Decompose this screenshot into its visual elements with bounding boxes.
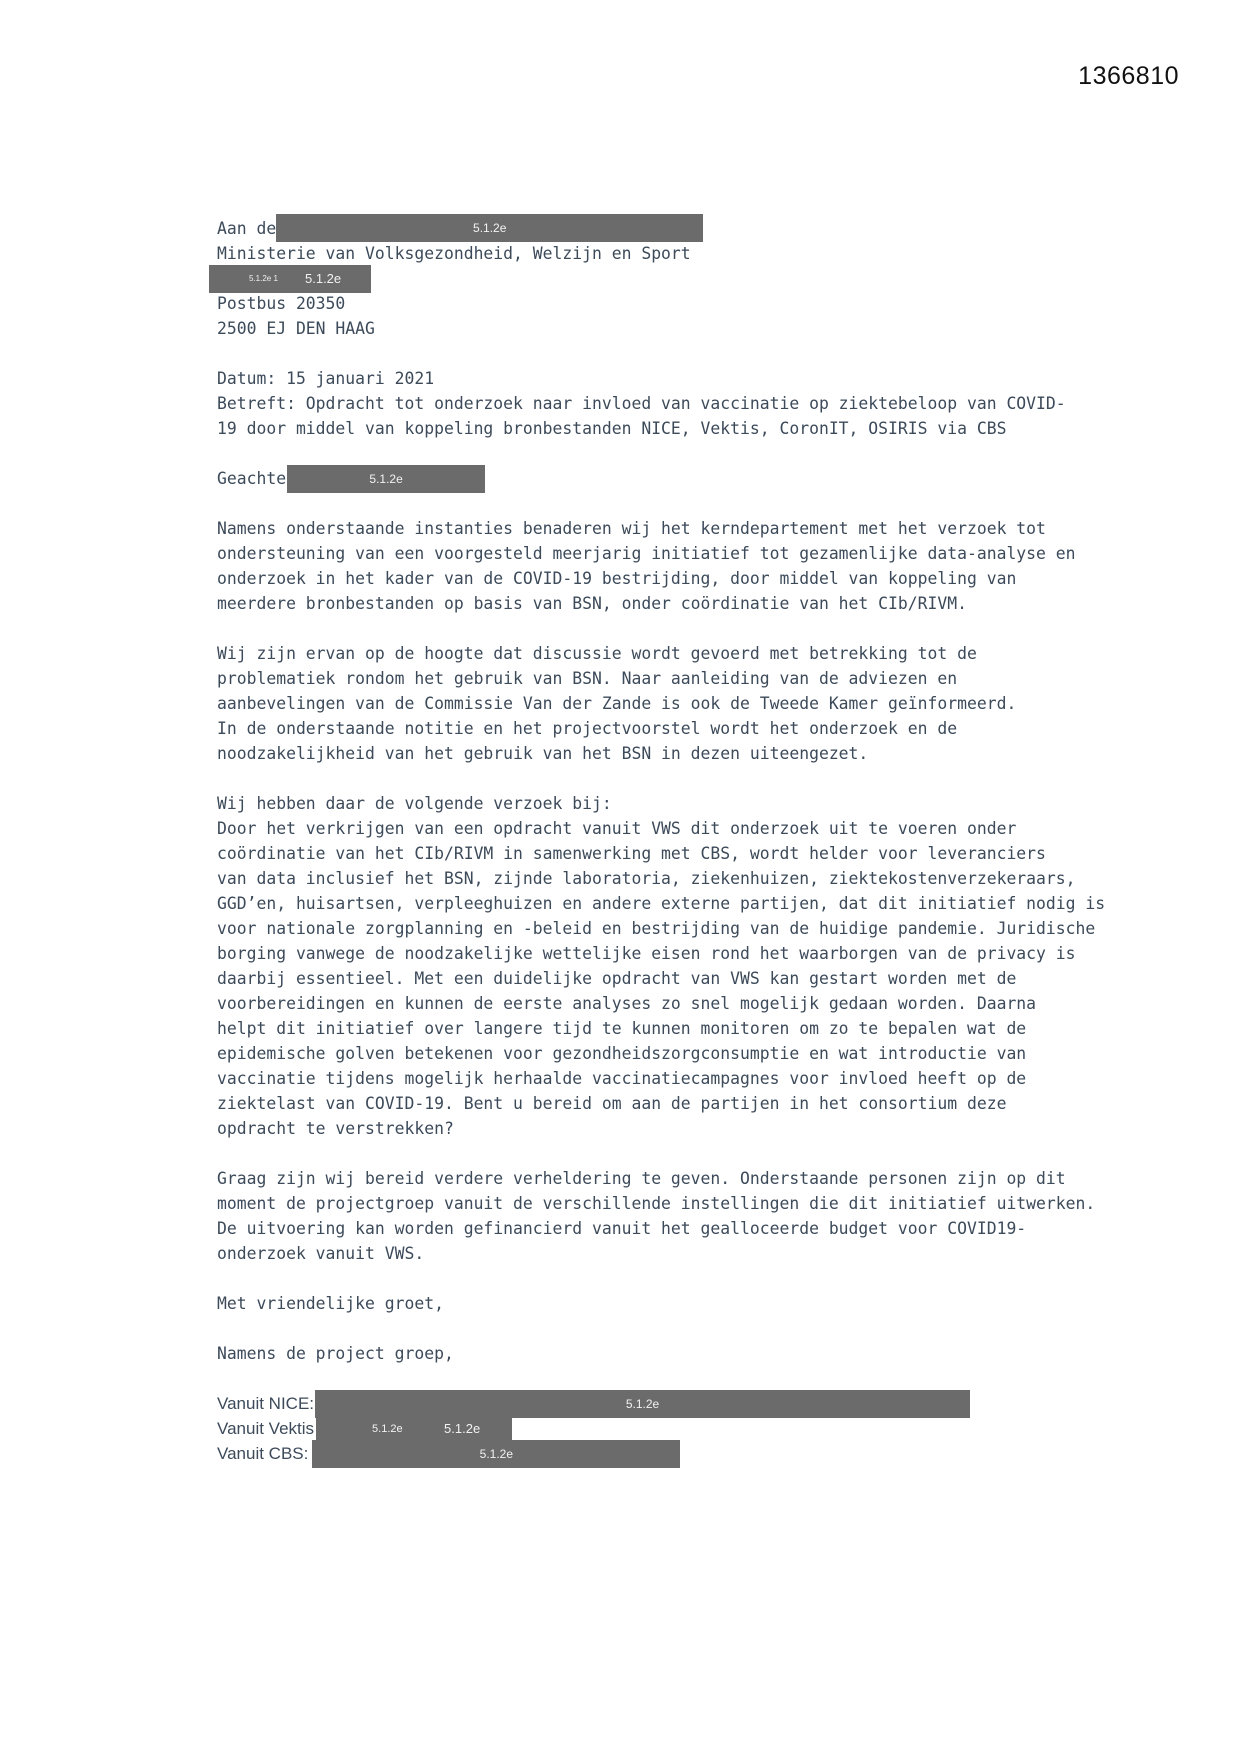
- paragraph-line: Door het verkrijgen van een opdracht vanuit VWS dit onderzoek uit te voeren onder: [217, 819, 1017, 838]
- paragraph-line: problematiek rondom het gebruik van BSN. Naar aanleiding van de adviezen en: [217, 669, 958, 688]
- meta-block: [217, 366, 1066, 441]
- signatories: [217, 1391, 1047, 1466]
- paragraph-line: Wij hebben daar de volgende verzoek bij:: [217, 794, 612, 813]
- address-ministry: Ministerie van Volksgezondheid, Welzijn en Sport: [217, 244, 691, 263]
- redaction-salutation: 5.1.2e: [287, 465, 485, 493]
- redaction-cbs: 5.1.2e: [312, 1440, 680, 1468]
- paragraph-4: [217, 1166, 1096, 1266]
- paragraph-line: epidemische golven betekenen voor gezondheidszorgconsumptie en wat introductie van: [217, 1044, 1027, 1063]
- meta-betreft-line-1: Betreft: Opdracht tot onderzoek naar invloed van vaccinatie op ziektebeloop van COVID-: [217, 394, 1066, 413]
- paragraph-line: Namens onderstaande instanties benaderen wij het kerndepartement met het verzoek tot: [217, 519, 1046, 538]
- paragraph-1: [217, 516, 1076, 616]
- closing-greeting: Met vriendelijke groet,: [217, 1294, 444, 1313]
- paragraph-line: noodzakelijkheid van het gebruik van het BSN in dezen uiteengezet.: [217, 744, 869, 763]
- paragraph-line: van data inclusief het BSN, zijnde laboratoria, ziekenhuizen, ziektekostenverzekeraars,: [217, 869, 1076, 888]
- closing-greeting-block: [217, 1291, 1047, 1316]
- redaction-vektis-label-a: 5.1.2e: [372, 1422, 403, 1435]
- document-number: 1366810: [1078, 62, 1179, 90]
- paragraph-line: In de onderstaande notitie en het projectvoorstel wordt het onderzoek en de: [217, 719, 958, 738]
- paragraph-line: aanbevelingen van de Commissie Van der Zande is ook de Tweede Kamer geïnformeerd.: [217, 694, 1017, 713]
- salutation-text: Geachte: [217, 469, 287, 488]
- address-block: [217, 216, 1047, 341]
- paragraph-line: onderzoek in het kader van de COVID-19 bestrijding, door middel van koppeling van: [217, 569, 1017, 588]
- meta-betreft-line-2: 19 door middel van koppeling bronbestanden NICE, Vektis, CoronIT, OSIRIS via CBS: [217, 419, 1007, 438]
- paragraph-line: GGD’en, huisartsen, verpleeghuizen en andere externe partijen, dat dit initiatief nodig is: [217, 894, 1106, 913]
- paragraph-line: Wij zijn ervan op de hoogte dat discussie wordt gevoerd met betrekking tot de: [217, 644, 977, 663]
- paragraph-line: meerdere bronbestanden op basis van BSN, onder coördinatie van het CIb/RIVM.: [217, 594, 967, 613]
- paragraph-2: [217, 641, 1047, 766]
- signatory-nice: [217, 1391, 1047, 1416]
- paragraph-line: voorbereidingen en kunnen de eerste analyses zo snel mogelijk gedaan worden. Daarna: [217, 994, 1037, 1013]
- letter-body: [217, 216, 1106, 1466]
- meta-datum: Datum: 15 januari 2021: [217, 369, 435, 388]
- signatory-vektis: [217, 1416, 1047, 1441]
- redaction-department-small-label: 5.1.2e 1: [249, 273, 278, 283]
- paragraph-line: helpt dit initiatief over langere tijd te kunnen monitoren om zo te bepalen wat de: [217, 1019, 1027, 1038]
- paragraph-line: onderzoek vanuit VWS.: [217, 1244, 425, 1263]
- address-city: 2500 EJ DEN HAAG: [217, 319, 375, 338]
- paragraph-line: ondersteuning van een voorgesteld meerjarig initiatief tot gezamenlijke data-analyse en: [217, 544, 1076, 563]
- paragraph-line: ziektelast van COVID-19. Bent u bereid om aan de partijen in het consortium deze: [217, 1094, 1007, 1113]
- address-postbus: Postbus 20350: [217, 294, 346, 313]
- paragraph-line: voor nationale zorgplanning en -beleid en bestrijding van de huidige pandemie. Juridische: [217, 919, 1096, 938]
- paragraph-3: [217, 791, 1106, 1141]
- address-department-line: [217, 266, 1047, 291]
- redaction-vektis: [316, 1415, 512, 1443]
- salutation: [217, 466, 1047, 491]
- redaction-recipient: 5.1.2e: [276, 214, 703, 242]
- redaction-department-label: 5.1.2e: [305, 270, 342, 286]
- address-recipient-line: [217, 216, 1047, 241]
- paragraph-line: borging vanwege de noodzakelijke wettelijke eisen rond het waarborgen van de privacy is: [217, 944, 1076, 963]
- paragraph-line: Graag zijn wij bereid verdere verheldering te geven. Onderstaande personen zijn op dit: [217, 1169, 1066, 1188]
- redaction-department: [209, 265, 371, 293]
- redaction-nice: 5.1.2e: [315, 1390, 970, 1418]
- paragraph-line: coördinatie van het CIb/RIVM in samenwerking met CBS, wordt helder voor leveranciers: [217, 844, 1046, 863]
- address-aan-de: Aan de: [217, 219, 277, 238]
- paragraph-line: De uitvoering kan worden gefinancierd vanuit het gealloceerde budget voor COVID19-: [217, 1219, 1027, 1238]
- paragraph-line: opdracht te verstrekken?: [217, 1119, 454, 1138]
- signatory-cbs: [217, 1441, 1047, 1466]
- signatory-nice-label: Vanuit NICE:: [217, 1394, 315, 1413]
- paragraph-line: moment de projectgroep vanuit de verschillende instellingen die dit initiatief uitwerken.: [217, 1194, 1096, 1213]
- redaction-vektis-label-b: 5.1.2e: [444, 1420, 481, 1436]
- closing-on-behalf-block: [217, 1341, 1047, 1366]
- paragraph-line: daarbij essentieel. Met een duidelijke opdracht van VWS kan gestart worden met de: [217, 969, 1017, 988]
- closing-on-behalf: Namens de project groep,: [217, 1344, 454, 1363]
- signatory-vektis-label: Vanuit Vektis: [217, 1419, 315, 1438]
- signatory-cbs-label: Vanuit CBS:: [217, 1444, 309, 1463]
- paragraph-line: vaccinatie tijdens mogelijk herhaalde vaccinatiecampagnes voor invloed heeft op de: [217, 1069, 1027, 1088]
